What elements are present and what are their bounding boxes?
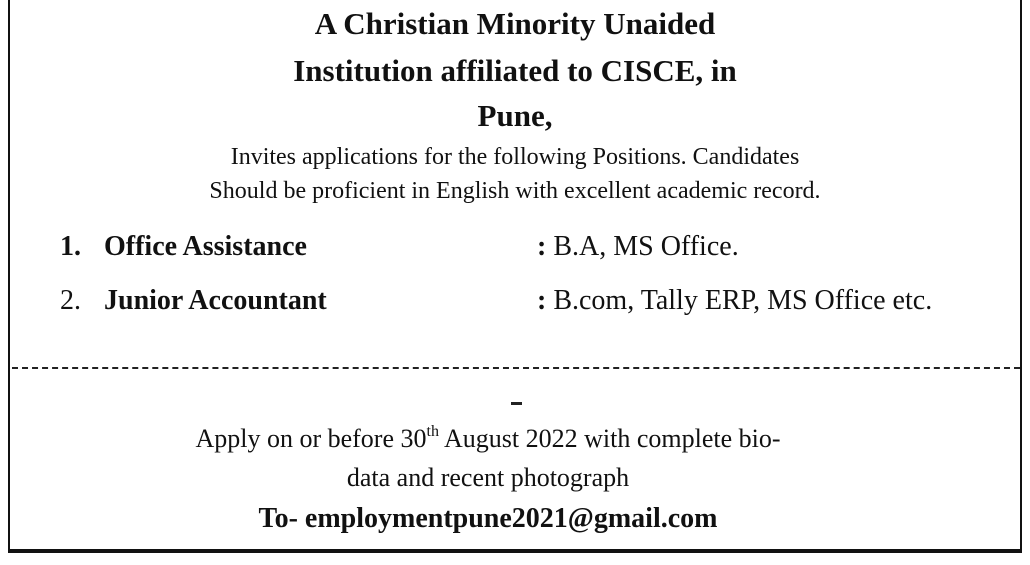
- heading-line-2: Institution affiliated to CISCE, in: [293, 53, 737, 88]
- heading-line-1: A Christian Minority Unaided: [314, 6, 716, 41]
- apply-after-day: August 2022 with complete bio-: [438, 424, 781, 453]
- dashed-separator: [12, 367, 1020, 369]
- apply-day-suffix: th: [426, 423, 439, 440]
- intro-line-1: Invites applications for the following Positions. Candidates: [230, 144, 800, 170]
- position-number: 1.: [60, 231, 81, 262]
- apply-before-day: Apply on or before 30: [195, 424, 427, 453]
- position-row: [60, 285, 933, 316]
- position-title: Office Assistance: [104, 231, 307, 262]
- separator-dash: [511, 402, 522, 405]
- position-number: 2.: [60, 285, 81, 316]
- position-colon: :: [537, 231, 547, 262]
- position-title: Junior Accountant: [104, 285, 327, 316]
- position-requirements-text: B.com, Tally ERP, MS Office etc.: [553, 285, 933, 316]
- intro-line-2: Should be proficient in English with excellent academic record.: [209, 178, 821, 204]
- apply-line-1: [0, 423, 1003, 453]
- apply-line-2: data and recent photograph: [346, 463, 630, 492]
- position-colon: :: [537, 285, 547, 316]
- heading-line-3: Pune,: [477, 98, 553, 133]
- contact-email: To- employmentpune2021@gmail.com: [258, 503, 718, 534]
- position-requirements-text: B.A, MS Office.: [553, 231, 739, 262]
- position-row: [60, 231, 739, 262]
- position-requirements: [537, 287, 932, 315]
- position-requirements: [537, 233, 739, 261]
